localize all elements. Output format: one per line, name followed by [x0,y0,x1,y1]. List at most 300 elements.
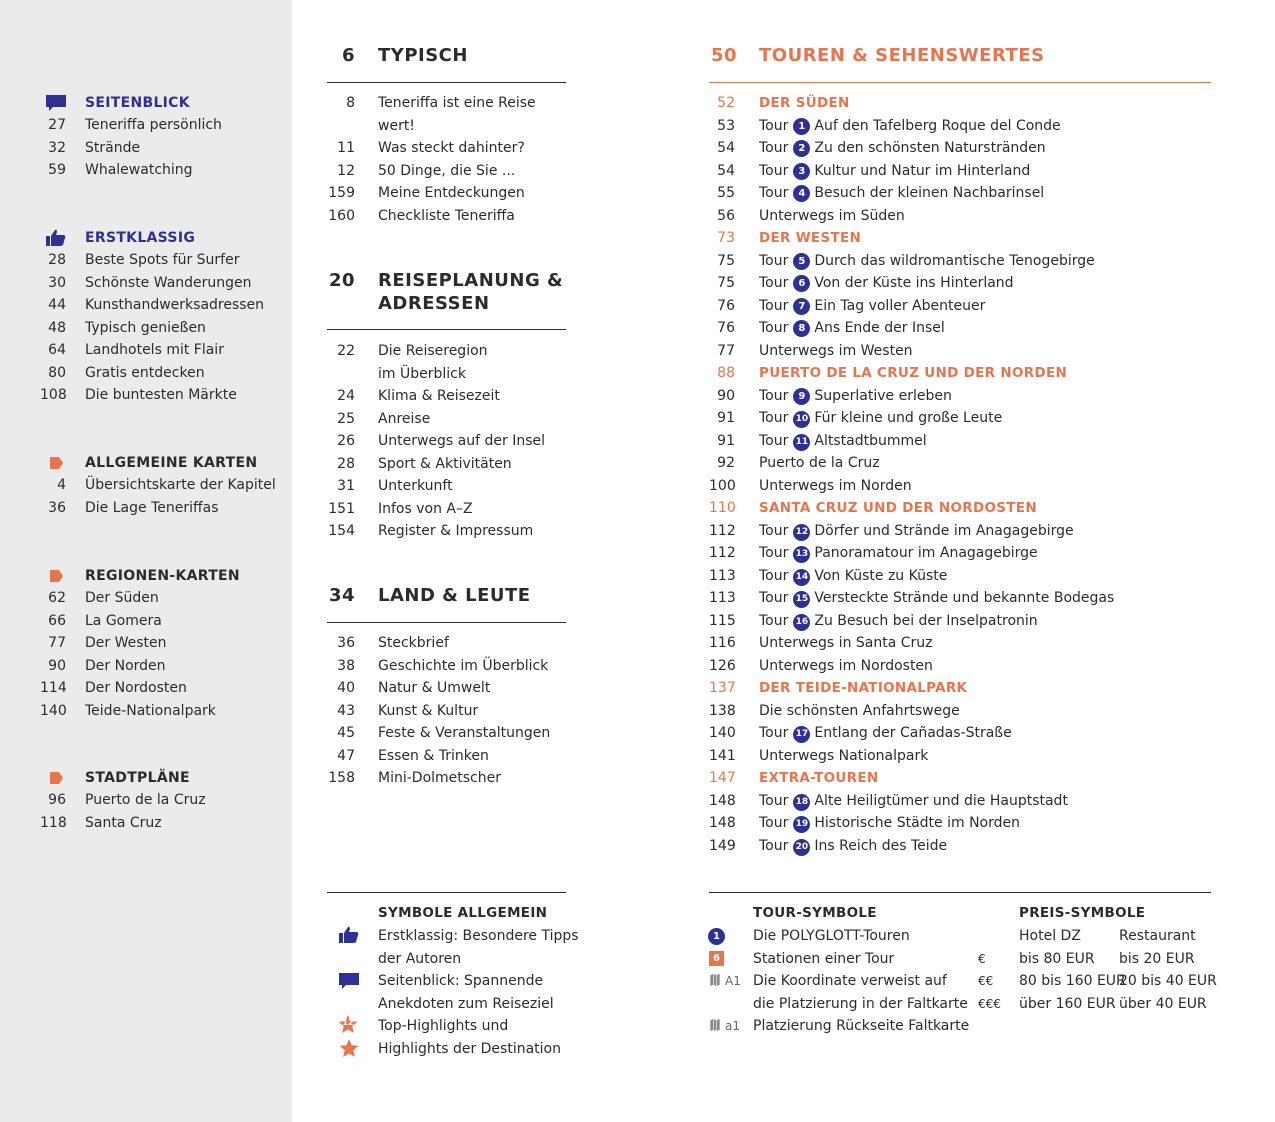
sidebar-section [40,767,285,834]
entry-title: Kunsthandwerksadressen [85,297,265,313]
toc-entry[interactable] [327,677,567,700]
toc-entry[interactable] [709,475,1211,498]
toc-entry[interactable] [709,542,1211,565]
tour-number-badge: 18 [793,794,810,811]
entry-title [759,115,1061,138]
page-number: 154 [328,523,355,539]
price-symbol: €€ [978,974,994,988]
page-number: 25 [337,410,355,427]
page-number: 11 [337,140,355,156]
sidebar-entry[interactable] [40,677,285,700]
entry-title [378,700,478,723]
entry-title [759,340,913,363]
entry-text: Durch das wildromantische Tenogebirge [814,252,1095,269]
page-number: 76 [717,297,735,314]
toc-entry[interactable] [327,205,567,228]
sidebar-entry[interactable] [40,159,285,182]
page-number: 47 [337,747,355,764]
region-heading[interactable] [709,227,1211,250]
chapter-heading[interactable] [327,45,567,68]
entry-text: Unterwegs im Nordosten [759,657,933,674]
page-number: 91 [717,410,735,426]
sidebar-section-title: ALLGEMEINE KARTEN [85,455,258,471]
entry-text: Puerto de la Cruz [759,455,880,471]
price-col-restaurant: Restaurant [1119,928,1196,944]
toc-entry[interactable] [709,587,1211,610]
entry-title [759,362,1067,385]
tour-number-badge: 4 [793,185,810,202]
tour-badge-sample: 1 [708,928,725,945]
entry-title-line: Klima & Reisezeit [378,388,500,404]
page-number: 140 [709,725,736,741]
entry-title [759,295,985,318]
toc-entry[interactable] [709,722,1211,745]
toc-entry[interactable] [709,452,1211,475]
page-number: 113 [709,567,736,584]
sidebar-entry[interactable] [40,587,285,610]
tour-number-badge: 16 [793,614,810,631]
entry-title [759,790,1068,813]
entry-title [378,655,548,678]
entry-title: Beste Spots für Surfer [85,252,240,268]
chapter-page-number: 34 [328,585,355,606]
entry-title [759,272,1014,295]
tour-number-badge: 5 [793,253,810,270]
entry-title: Schönste Wanderungen [85,274,252,291]
sidebar-entry[interactable] [40,812,285,835]
page-number: 36 [337,635,355,651]
toc-entry[interactable] [327,475,567,498]
station-badge-sample: 6 [709,951,724,966]
legend-general-text: Highlights der Destination [378,1040,561,1057]
entry-title [378,498,473,521]
page-number: 96 [48,792,66,808]
entry-title [759,475,912,498]
entry-title-line: Essen & Trinken [378,747,489,764]
entry-title-line: Unterkunft [378,478,453,494]
tour-label: Tour [759,792,789,809]
entry-text: Kultur und Natur im Hinterland [814,162,1031,179]
region-heading[interactable] [709,677,1211,700]
entry-title-line: 50 Dinge, die Sie ... [378,162,516,179]
entry-text: Dörfer und Strände im Anagagebirge [814,522,1074,539]
entry-text: Zu den schönsten Naturstränden [814,140,1046,156]
page-number: 8 [346,95,355,111]
sidebar-entry[interactable] [40,632,285,655]
price-restaurant: bis 20 EUR [1119,950,1195,967]
speech-bubble-icon [45,94,67,112]
legend-tour-text: Die POLYGLOTT-Touren [753,928,910,944]
toc-entry[interactable] [327,655,567,678]
entry-title-line: Geschichte im Überblick [378,657,549,674]
entry-title [759,542,1038,565]
page-number: 91 [717,432,735,449]
entry-text: Von der Küste ins Hinterland [814,275,1014,291]
entry-text: Unterwegs im Westen [759,342,913,359]
entry-title [759,610,1038,633]
toc-entry[interactable] [709,250,1211,273]
entry-title: Die Lage Teneriffas [85,499,219,516]
sidebar-section [40,227,285,407]
sidebar-entry[interactable] [40,362,285,385]
page-number: 108 [40,387,67,403]
sidebar-entry[interactable] [40,249,285,272]
map-tag-icon [45,567,67,585]
entry-title [759,520,1074,543]
page-number: 38 [337,657,355,674]
page-number: 43 [337,702,355,719]
toc-entry[interactable] [709,407,1211,430]
toc-entry[interactable] [327,520,567,543]
star-icon [338,1039,360,1057]
entry-title: Der Westen [85,635,167,651]
toc-entry[interactable] [709,182,1211,205]
page-number: 149 [709,837,736,854]
page-number: 114 [40,680,67,696]
sidebar-entry[interactable] [40,339,285,362]
toc-entry[interactable] [327,700,567,723]
legend-general-text: der Autoren [378,950,462,967]
sidebar-entry[interactable] [40,610,285,633]
entry-title [759,565,947,588]
sidebar-entry[interactable] [40,474,285,497]
tour-number-badge: 1 [793,118,810,135]
toc-entry[interactable] [709,745,1211,768]
chapter-title-line: TYPISCH [378,45,468,66]
toc-entry[interactable] [709,340,1211,363]
price-symbol: €€€ [978,996,1001,1011]
thumbs-up-icon [338,926,360,944]
entry-title [759,160,1030,183]
entry-text: Ans Ende der Insel [814,320,945,336]
sidebar-icon-wrap [45,454,67,472]
page-number: 88 [717,365,735,381]
toc-entry[interactable] [327,408,567,431]
page-number: 77 [48,635,66,651]
tour-number-badge: 3 [793,163,810,180]
toc-entry[interactable] [709,137,1211,160]
sidebar-section-title: STADTPLÄNE [85,770,190,786]
sidebar-entry[interactable] [40,114,285,137]
toc-entry[interactable] [709,430,1211,453]
chapter-page-number: 6 [341,45,355,66]
page-number: 59 [48,162,66,178]
price-hotel: bis 80 EUR [1019,950,1095,967]
sidebar-entry[interactable] [40,700,285,723]
entry-title [759,137,1046,160]
chapter-divider [327,329,566,330]
toc-entry[interactable] [709,700,1211,723]
entry-title-line: Infos von A–Z [378,500,473,517]
thumbs-up-icon [45,229,67,247]
sidebar-section-title: SEITENBLICK [85,95,190,111]
sidebar-entry[interactable] [40,294,285,317]
page-number: 141 [709,747,736,764]
page-number: 22 [337,343,355,359]
chapter-title [378,270,563,315]
chapter-heading[interactable] [327,270,567,315]
legend-price-title: PREIS-SYMBOLE [1019,905,1146,921]
tour-label: Tour [759,275,789,291]
tour-label: Tour [759,815,789,831]
tour-label: Tour [759,837,789,854]
sidebar-entry[interactable] [40,137,285,160]
entry-title-line: Sport & Aktivitäten [378,455,512,472]
tour-label: Tour [759,725,789,741]
entry-title-line: Natur & Umwelt [378,680,491,696]
map-tag-icon [45,454,67,472]
tour-label: Tour [759,185,789,201]
legend-general-text: Anekdoten zum Reiseziel [378,995,554,1012]
toc-entry[interactable] [327,137,567,160]
chapter-heading[interactable] [327,585,567,608]
page-number: 40 [337,680,355,696]
folding-map-icon [708,973,722,987]
sidebar-entry[interactable] [40,272,285,295]
page-number: 28 [48,252,66,268]
page-number: 75 [717,275,735,291]
toc-entry[interactable] [709,632,1211,655]
entry-text: Historische Städte im Norden [814,815,1021,831]
entry-text: Unterwegs im Norden [759,477,912,494]
page-number: 54 [717,162,735,179]
page-number: 45 [337,725,355,741]
page-number: 138 [709,702,736,719]
page-number: 92 [717,455,735,471]
chapter-divider [327,82,566,83]
page-number: 52 [717,95,735,111]
entry-title [378,92,536,137]
entry-title [378,385,500,408]
sidebar-section-header [40,767,285,789]
entry-title: Typisch genießen [85,319,206,336]
entry-text: Auf den Tafelberg Roque del Conde [814,117,1061,134]
entry-title-line: Steckbrief [378,635,449,651]
page-number: 112 [709,522,736,539]
toc-entry[interactable] [709,205,1211,228]
top-highlight-star [337,1015,359,1037]
entry-title-line: Unterwegs auf der Insel [378,433,546,449]
speech-bubble-icon [338,972,360,990]
map-tag-icon [45,769,67,787]
tour-number-badge: 6 [793,275,810,292]
sidebar-entry[interactable] [40,384,285,407]
entry-text: Panoramatour im Anagagebirge [814,545,1038,561]
toc-entry[interactable] [709,610,1211,633]
toc-entry[interactable] [327,340,567,385]
page-number: 4 [57,477,66,493]
page-number: 28 [337,455,355,472]
region-heading[interactable] [709,92,1211,115]
sidebar-section-header [40,452,285,474]
entry-title: Santa Cruz [85,814,162,831]
page-number: 90 [717,387,735,404]
chapter-heading-tours[interactable] [709,45,1211,68]
toc-entry[interactable] [709,295,1211,318]
entry-text: Von Küste zu Küste [814,567,948,584]
toc-entry[interactable] [709,385,1211,408]
toc-entry[interactable] [709,115,1211,138]
page-number: 66 [48,612,66,629]
toc-entry[interactable] [709,655,1211,678]
entry-title [378,475,453,498]
entry-title-line: wert! [378,117,415,134]
chapter-title-line: LAND & LEUTE [378,585,531,606]
entry-text: Unterwegs im Süden [759,207,905,224]
tour-number-badge: 10 [793,411,810,428]
sidebar-section [40,92,285,182]
tour-label: Tour [759,612,789,629]
legend-general-text: Top-Highlights und [378,1018,509,1034]
entry-title: Der Süden [85,590,159,606]
entry-title [378,767,501,790]
coordinate-code: a1 [725,1019,740,1033]
entry-text: Die schönsten Anfahrtswege [759,702,960,719]
legend-tour-text: die Platzierung in der Faltkarte [753,995,968,1012]
chapter-divider [709,82,1211,83]
toc-entry[interactable] [327,632,567,655]
entry-title [759,317,945,340]
entry-title: Teneriffa persönlich [85,117,222,133]
tour-label: Tour [759,410,789,426]
tour-number-badge: 19 [793,816,810,833]
page-number: 30 [48,274,66,291]
toc-entry[interactable] [327,767,567,790]
entry-text: Ins Reich des Teide [814,837,948,854]
tour-number-badge: 9 [793,388,810,405]
region-heading[interactable] [709,362,1211,385]
toc-entry[interactable] [709,565,1211,588]
region-heading[interactable] [709,767,1211,790]
tour-label: Tour [759,590,789,606]
chapter-title-line: ADRESSEN [378,292,490,314]
page-number: 75 [717,252,735,269]
price-col-hotel: Hotel DZ [1019,928,1081,944]
page-number: 24 [337,388,355,404]
entry-text: DER SÜDEN [759,95,850,111]
entry-text: Unterwegs in Santa Cruz [759,635,933,651]
entry-text: PUERTO DE LA CRUZ UND DER NORDEN [759,365,1068,381]
chapter-title: TOUREN & SEHENSWERTES [759,45,1045,66]
entry-text: Zu Besuch bei der Inselpatronin [814,612,1038,629]
entry-text: Unterwegs Nationalpark [759,747,929,764]
sidebar-entry[interactable] [40,317,285,340]
tour-label: Tour [759,297,789,314]
chapter-title [378,45,468,68]
toc-entry[interactable] [709,790,1211,813]
legend-divider-right [709,892,1211,893]
legend-icon-wrap [338,926,360,948]
top-highlight-number: 12 [342,1018,354,1027]
toc-entry[interactable] [327,745,567,768]
entry-text: SANTA CRUZ UND DER NORDOSTEN [759,500,1037,516]
page-number: 12 [337,162,355,179]
entry-title [759,92,850,115]
sidebar-icon-wrap [45,769,67,787]
sidebar-icon-wrap [45,229,67,247]
tour-number-badge: 20 [793,839,810,856]
entry-text: Entlang der Cañadas-Straße [814,725,1012,741]
price-restaurant: 20 bis 40 EUR [1119,973,1217,989]
entry-title-line: Feste & Veranstaltungen [378,725,551,741]
tour-label: Tour [759,522,789,539]
toc-entry[interactable] [709,812,1211,835]
page-number: 77 [717,342,735,359]
page-number: 76 [717,320,735,336]
page-number: 112 [709,545,736,561]
tour-number-badge: 14 [793,569,810,586]
entry-title [759,430,927,453]
entry-text: Versteckte Strände und bekannte Bodegas [814,590,1115,606]
sidebar-entry[interactable] [40,789,285,812]
sidebar-entry[interactable] [40,655,285,678]
sidebar-entry[interactable] [40,497,285,520]
page-number: 27 [48,117,66,133]
page-number: 90 [48,657,66,674]
toc-entry[interactable] [709,272,1211,295]
tour-number-badge: 17 [793,726,810,743]
toc-entry[interactable] [327,182,567,205]
entry-title [378,632,449,655]
legend-icon-wrap [338,972,360,994]
page-number: 53 [717,117,735,134]
toc-entry[interactable] [709,520,1211,543]
legend-tour-title: TOUR-SYMBOLE [753,905,877,921]
tour-label: Tour [759,117,789,134]
chapter-divider [327,622,566,623]
folding-map-ref [708,973,741,991]
page-number: 118 [40,814,67,831]
entry-title-line: Meine Entdeckungen [378,185,525,201]
entry-title-line: Teneriffa ist eine Reise [378,95,536,111]
toc-entry[interactable] [709,317,1211,340]
tour-label: Tour [759,545,789,561]
price-hotel: über 160 EUR [1019,995,1116,1012]
entry-title [759,407,1002,430]
toc-entry[interactable] [327,453,567,476]
page-number: 73 [717,230,735,246]
page-number: 137 [709,680,736,696]
toc-entry[interactable] [327,160,567,183]
sidebar-icon-wrap [45,567,67,585]
sidebar-section-header [40,565,285,587]
toc-entry[interactable] [327,722,567,745]
sidebar-section-header [40,92,285,114]
tour-number-badge: 15 [793,591,810,608]
toc-entry[interactable] [327,498,567,521]
entry-title-line: Mini-Dolmetscher [378,770,501,786]
entry-title-line: Kunst & Kultur [378,702,479,719]
page-number: 148 [709,815,736,831]
toc-entry[interactable] [327,385,567,408]
region-heading[interactable] [709,497,1211,520]
entry-title [378,408,430,431]
tour-number-badge: 8 [793,320,810,337]
toc-entry[interactable] [709,160,1211,183]
toc-entry[interactable] [709,835,1211,858]
toc-entry[interactable] [327,92,567,137]
entry-title [759,385,952,408]
entry-title [759,227,861,250]
page-number: 36 [48,499,66,516]
entry-title [378,430,545,453]
legend-tour-text: Platzierung Rückseite Faltkarte [753,1018,970,1034]
toc-entry[interactable] [327,430,567,453]
chapter-page-number: 50 [710,45,737,66]
entry-title [378,340,488,385]
page-number: 148 [709,792,736,809]
page-number: 54 [717,140,735,156]
